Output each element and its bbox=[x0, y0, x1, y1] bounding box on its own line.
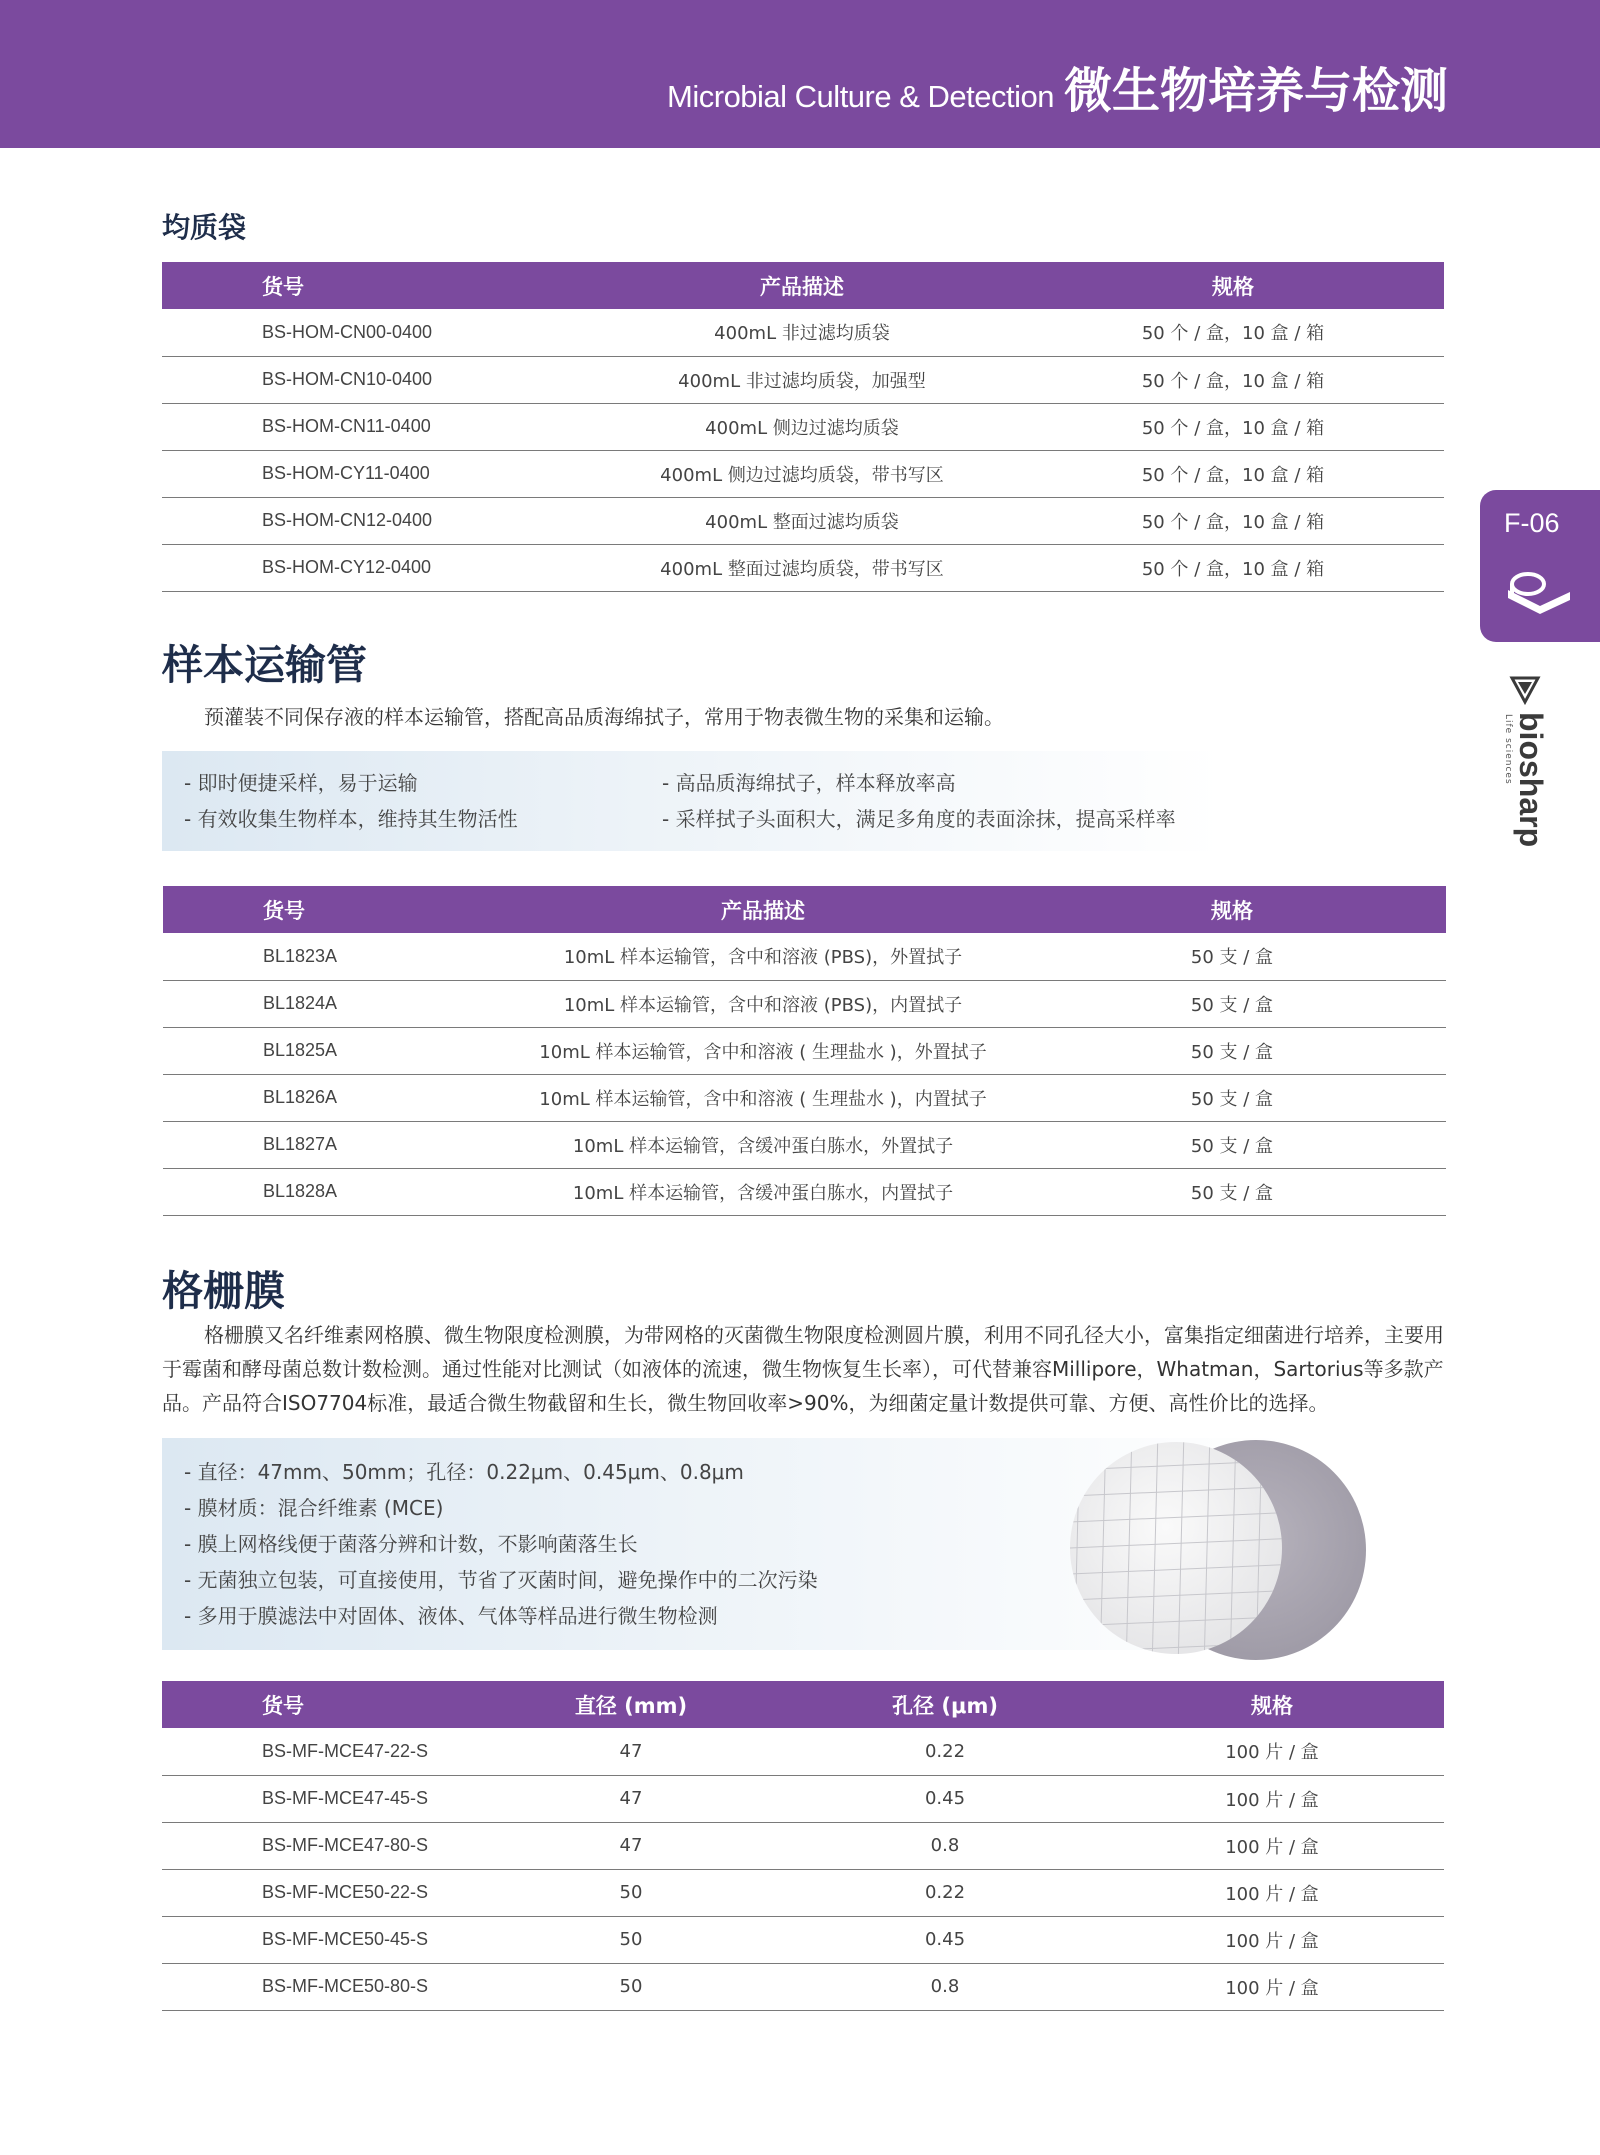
cell-item-no: BS-MF-MCE47-80-S bbox=[162, 1822, 472, 1869]
cell-pore-size: 0.8 bbox=[790, 1963, 1100, 2010]
grid-membrane-description: 格栅膜又名纤维素网格膜、微生物限度检测膜，为带网格的灭菌微生物限度检测圆片膜，利用不同孔径大小，富集指定细菌进行培养，主要用于霉菌和酵母菌总数计数检测。通过性能对比测试（如液体的流速，微生物恢复生长率），可代替兼容Millipore，Whatman，Sartorius等多款产品。产品符合ISO7704标准，最适合微生物截留和生长，微生物回收率>90%，为细菌定量计数提供可靠、方便、高性价比的选择。 bbox=[162, 1323, 1444, 1415]
cell-spec: 50 支 / 盒 bbox=[1018, 1168, 1446, 1215]
transport-tube-features bbox=[162, 751, 1222, 851]
column-header-description: 产品描述 bbox=[508, 886, 1018, 933]
cell-description: 10mL 样本运输管，含中和溶液 (PBS)，外置拭子 bbox=[508, 933, 1018, 980]
column-header-item-no: 货号 bbox=[163, 886, 508, 933]
column-header-description: 产品描述 bbox=[582, 262, 1022, 309]
cell-item-no: BS-MF-MCE50-45-S bbox=[162, 1916, 472, 1963]
header-band bbox=[0, 0, 1600, 148]
table-row bbox=[163, 933, 1446, 980]
table-row bbox=[162, 309, 1444, 356]
cell-spec: 100 片 / 盒 bbox=[1100, 1963, 1444, 2010]
cell-spec: 50 个 / 盒，10 盒 / 箱 bbox=[1022, 356, 1444, 403]
cell-description: 10mL 样本运输管，含中和溶液 (PBS)，内置拭子 bbox=[508, 980, 1018, 1027]
page-title-cn: 微生物培养与检测 bbox=[1063, 63, 1448, 119]
table-row bbox=[162, 1963, 1444, 2010]
table-row bbox=[162, 450, 1444, 497]
column-header-diameter: 直径 (mm) bbox=[472, 1681, 790, 1728]
cell-pore-size: 0.45 bbox=[790, 1916, 1100, 1963]
cell-item-no: BL1828A bbox=[163, 1168, 508, 1215]
transport-tube-description: 预灌装不同保存液的样本运输管，搭配高品质海绵拭子，常用于物表微生物的采集和运输。 bbox=[204, 705, 1004, 729]
cell-spec: 50 支 / 盒 bbox=[1018, 1027, 1446, 1074]
cell-spec: 50 个 / 盒，10 盒 / 箱 bbox=[1022, 450, 1444, 497]
cell-diameter: 47 bbox=[472, 1822, 790, 1869]
column-header-spec: 规格 bbox=[1100, 1681, 1444, 1728]
petri-dish-icon bbox=[1500, 560, 1576, 620]
column-header-spec: 规格 bbox=[1022, 262, 1444, 309]
section-title-transport-tube: 样本运输管 bbox=[162, 641, 367, 689]
cell-item-no: BL1825A bbox=[163, 1027, 508, 1074]
cell-description: 10mL 样本运输管，含缓冲蛋白胨水，外置拭子 bbox=[508, 1121, 1018, 1168]
grid-membrane-table bbox=[162, 1681, 1444, 2011]
chapter-tab bbox=[1480, 490, 1600, 642]
table-row bbox=[163, 1027, 1446, 1074]
cell-spec: 50 个 / 盒，10 盒 / 箱 bbox=[1022, 497, 1444, 544]
cell-diameter: 50 bbox=[472, 1869, 790, 1916]
cell-item-no: BS-MF-MCE50-80-S bbox=[162, 1963, 472, 2010]
feature-item: - 膜上网格线便于菌落分辨和计数，不影响菌落生长 bbox=[184, 1532, 638, 1556]
cell-item-no: BL1824A bbox=[163, 980, 508, 1027]
cell-item-no: BS-HOM-CY11-0400 bbox=[162, 450, 582, 497]
cell-spec: 100 片 / 盒 bbox=[1100, 1728, 1444, 1775]
cell-diameter: 50 bbox=[472, 1963, 790, 2010]
table-row bbox=[162, 1728, 1444, 1775]
column-header-pore-size: 孔径 (μm) bbox=[790, 1681, 1100, 1728]
feature-item: - 有效收集生物样本，维持其生物活性 bbox=[184, 807, 518, 831]
cell-spec: 50 支 / 盒 bbox=[1018, 1121, 1446, 1168]
cell-spec: 50 个 / 盒，10 盒 / 箱 bbox=[1022, 403, 1444, 450]
table-row bbox=[163, 1074, 1446, 1121]
cell-diameter: 47 bbox=[472, 1775, 790, 1822]
cell-pore-size: 0.22 bbox=[790, 1728, 1100, 1775]
table-header-row bbox=[163, 886, 1446, 933]
cell-spec: 100 片 / 盒 bbox=[1100, 1916, 1444, 1963]
section-title-grid-membrane: 格栅膜 bbox=[162, 1267, 285, 1315]
cell-item-no: BL1826A bbox=[163, 1074, 508, 1121]
cell-description: 10mL 样本运输管，含缓冲蛋白胨水，内置拭子 bbox=[508, 1168, 1018, 1215]
table-header-row bbox=[162, 1681, 1444, 1728]
feature-item: - 直径：47mm、50mm；孔径：0.22μm、0.45μm、0.8μm bbox=[184, 1460, 744, 1484]
table-row bbox=[163, 980, 1446, 1027]
page-title-en: Microbial Culture & Detection bbox=[667, 79, 1054, 114]
cell-diameter: 50 bbox=[472, 1916, 790, 1963]
cell-spec: 50 个 / 盒，10 盒 / 箱 bbox=[1022, 309, 1444, 356]
feature-item: - 多用于膜滤法中对固体、液体、气体等样品进行微生物检测 bbox=[184, 1604, 718, 1628]
cell-description: 10mL 样本运输管，含中和溶液 ( 生理盐水 )，外置拭子 bbox=[508, 1027, 1018, 1074]
membrane-white-disc bbox=[1070, 1442, 1282, 1654]
table-row bbox=[162, 403, 1444, 450]
feature-item: - 即时便捷采样，易于运输 bbox=[184, 771, 418, 795]
cell-item-no: BS-HOM-CN11-0400 bbox=[162, 403, 582, 450]
table-row bbox=[162, 1822, 1444, 1869]
column-header-item-no: 货号 bbox=[162, 1681, 472, 1728]
cell-item-no: BS-HOM-CY12-0400 bbox=[162, 544, 582, 591]
cell-spec: 100 片 / 盒 bbox=[1100, 1869, 1444, 1916]
table-row bbox=[162, 544, 1444, 591]
cell-spec: 100 片 / 盒 bbox=[1100, 1822, 1444, 1869]
table-row bbox=[163, 1168, 1446, 1215]
cell-pore-size: 0.8 bbox=[790, 1822, 1100, 1869]
transport-tube-table bbox=[163, 886, 1446, 1216]
brand-logo bbox=[1503, 672, 1549, 848]
cell-spec: 50 支 / 盒 bbox=[1018, 933, 1446, 980]
feature-item: - 膜材质：混合纤维素 (MCE) bbox=[184, 1496, 444, 1520]
grid-membrane-image bbox=[1070, 1430, 1370, 1670]
brand-tagline: Life sciences bbox=[1503, 714, 1513, 785]
cell-pore-size: 0.45 bbox=[790, 1775, 1100, 1822]
column-header-spec: 规格 bbox=[1018, 886, 1446, 933]
cell-item-no: BS-HOM-CN10-0400 bbox=[162, 356, 582, 403]
chapter-code: F-06 bbox=[1504, 508, 1560, 538]
cell-spec: 100 片 / 盒 bbox=[1100, 1775, 1444, 1822]
cell-diameter: 47 bbox=[472, 1728, 790, 1775]
table-row bbox=[162, 356, 1444, 403]
brand-mark-icon bbox=[1508, 672, 1542, 706]
cell-item-no: BS-MF-MCE50-22-S bbox=[162, 1869, 472, 1916]
cell-item-no: BS-MF-MCE47-22-S bbox=[162, 1728, 472, 1775]
cell-spec: 50 个 / 盒，10 盒 / 箱 bbox=[1022, 544, 1444, 591]
cell-item-no: BS-MF-MCE47-45-S bbox=[162, 1775, 472, 1822]
cell-description: 400mL 整面过滤均质袋，带书写区 bbox=[582, 544, 1022, 591]
section-title-homogenizer-bag: 均质袋 bbox=[162, 211, 247, 244]
cell-item-no: BL1827A bbox=[163, 1121, 508, 1168]
cell-item-no: BL1823A bbox=[163, 933, 508, 980]
cell-description: 400mL 侧边过滤均质袋，带书写区 bbox=[582, 450, 1022, 497]
cell-description: 400mL 非过滤均质袋，加强型 bbox=[582, 356, 1022, 403]
cell-description: 10mL 样本运输管，含中和溶液 ( 生理盐水 )，内置拭子 bbox=[508, 1074, 1018, 1121]
cell-item-no: BS-HOM-CN12-0400 bbox=[162, 497, 582, 544]
brand-name: biosharp bbox=[1513, 712, 1549, 848]
cell-item-no: BS-HOM-CN00-0400 bbox=[162, 309, 582, 356]
cell-description: 400mL 整面过滤均质袋 bbox=[582, 497, 1022, 544]
cell-description: 400mL 侧边过滤均质袋 bbox=[582, 403, 1022, 450]
cell-spec: 50 支 / 盒 bbox=[1018, 1074, 1446, 1121]
feature-item: - 无菌独立包装，可直接使用，节省了灭菌时间，避免操作中的二次污染 bbox=[184, 1568, 818, 1592]
cell-description: 400mL 非过滤均质袋 bbox=[582, 309, 1022, 356]
table-row bbox=[162, 1916, 1444, 1963]
table-row bbox=[163, 1121, 1446, 1168]
table-row bbox=[162, 497, 1444, 544]
table-header-row bbox=[162, 262, 1444, 309]
column-header-item-no: 货号 bbox=[162, 262, 582, 309]
feature-item: - 采样拭子头面积大，满足多角度的表面涂抹，提高采样率 bbox=[662, 807, 1176, 831]
page-title bbox=[667, 52, 1448, 121]
table-row bbox=[162, 1775, 1444, 1822]
homogenizer-bag-table bbox=[162, 262, 1444, 592]
cell-pore-size: 0.22 bbox=[790, 1869, 1100, 1916]
cell-spec: 50 支 / 盒 bbox=[1018, 980, 1446, 1027]
feature-item: - 高品质海绵拭子，样本释放率高 bbox=[662, 771, 956, 795]
table-row bbox=[162, 1869, 1444, 1916]
